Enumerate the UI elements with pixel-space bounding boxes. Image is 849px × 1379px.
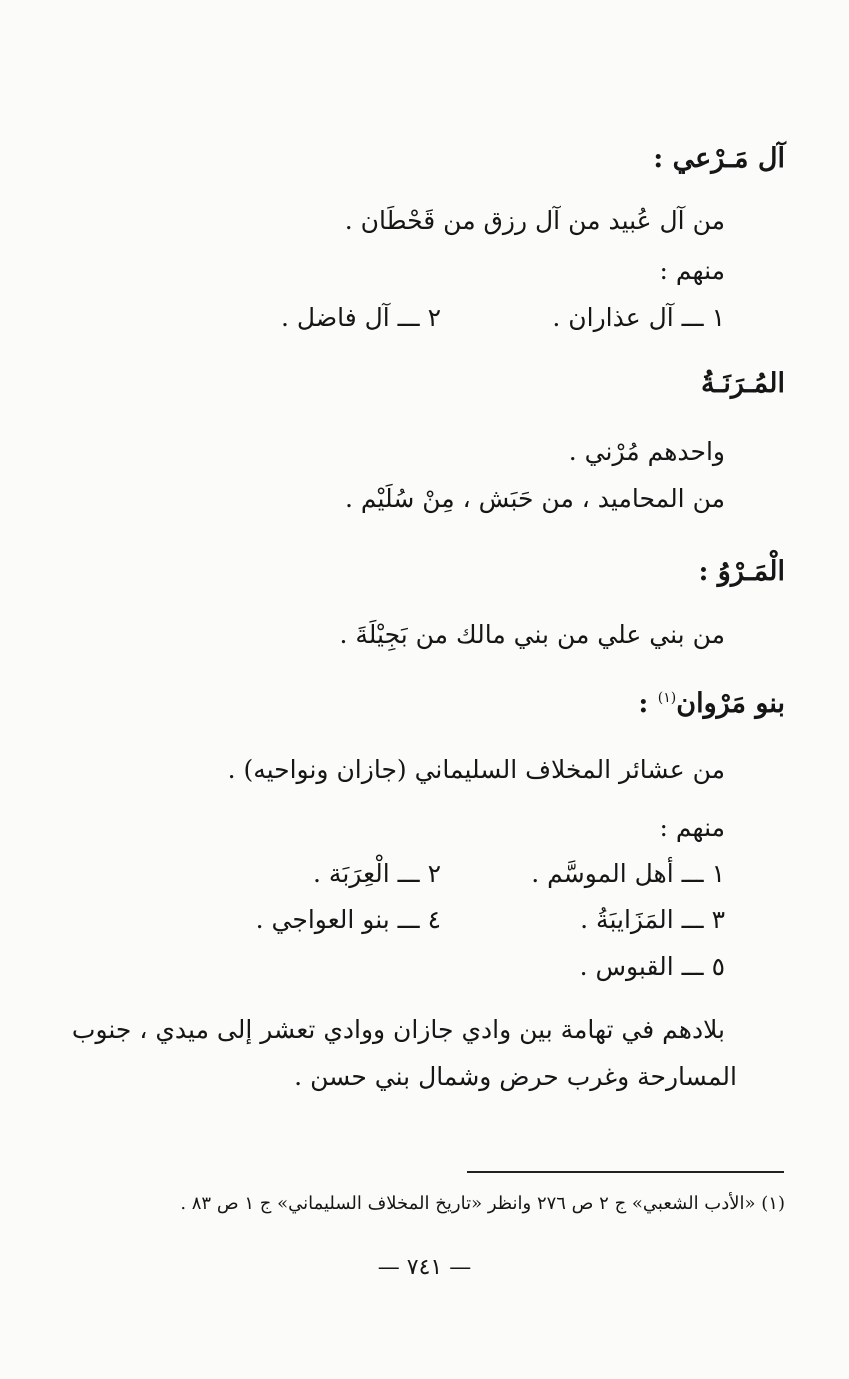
heading-al-murana: المُـرَنَـةُ: [700, 368, 785, 399]
text-line: من عشائر المخلاف السليماني (جازان ونواحيه) .: [227, 755, 725, 784]
heading-al-mari: آل مَـرْعي :: [653, 143, 785, 174]
footnote: (١) «الأدب الشعبي» ج ٢ ص ٢٧٦ وانظر «تاريخ المخلاف السليماني» ج ١ ص ٨٣ .: [180, 1193, 785, 1214]
heading-text: بنو مَرْوان: [676, 688, 785, 719]
list-item: ١ ـــ أهل الموسَّم .: [531, 859, 725, 888]
list-item: ٢ ـــ آل فاضل .: [281, 303, 441, 332]
text-line: واحدهم مُرْني .: [568, 437, 725, 466]
list-item: ١ ـــ آل عذاران .: [552, 303, 725, 332]
text-line: من آل عُبيد من آل رزق من قَحْطَان .: [344, 206, 725, 235]
text-line: منهم :: [659, 256, 725, 285]
paragraph-line: المسارحة وغرب حرض وشمال بني حسن .: [294, 1062, 737, 1091]
heading-al-marw: الْمَـرْوُ :: [698, 556, 785, 587]
text-line: منهم :: [659, 813, 725, 842]
text-line: من بني علي من بني مالك من بَجِيْلَةَ .: [339, 620, 725, 649]
list-item: ٣ ـــ المَزَايبَةُ .: [580, 905, 725, 934]
footnote-ref: (١): [657, 690, 677, 706]
footnote-divider: [467, 1171, 784, 1173]
heading-colon: :: [638, 688, 649, 719]
list-item: ٥ ـــ القبوس .: [579, 952, 725, 981]
page-number: — ٧٤١ —: [377, 1255, 472, 1280]
list-item: ٤ ـــ بنو العواجي .: [255, 905, 441, 934]
list-item: ٢ ـــ الْعِرَبَة .: [313, 859, 441, 888]
heading-banu-marwan: [638, 688, 785, 720]
text-line: من المحاميد ، من حَبَش ، مِنْ سُلَيْم .: [344, 484, 725, 513]
paragraph-line: بلادهم في تهامة بين وادي جازان ووادي تعشر إلى ميدي ، جنوب: [71, 1015, 725, 1044]
